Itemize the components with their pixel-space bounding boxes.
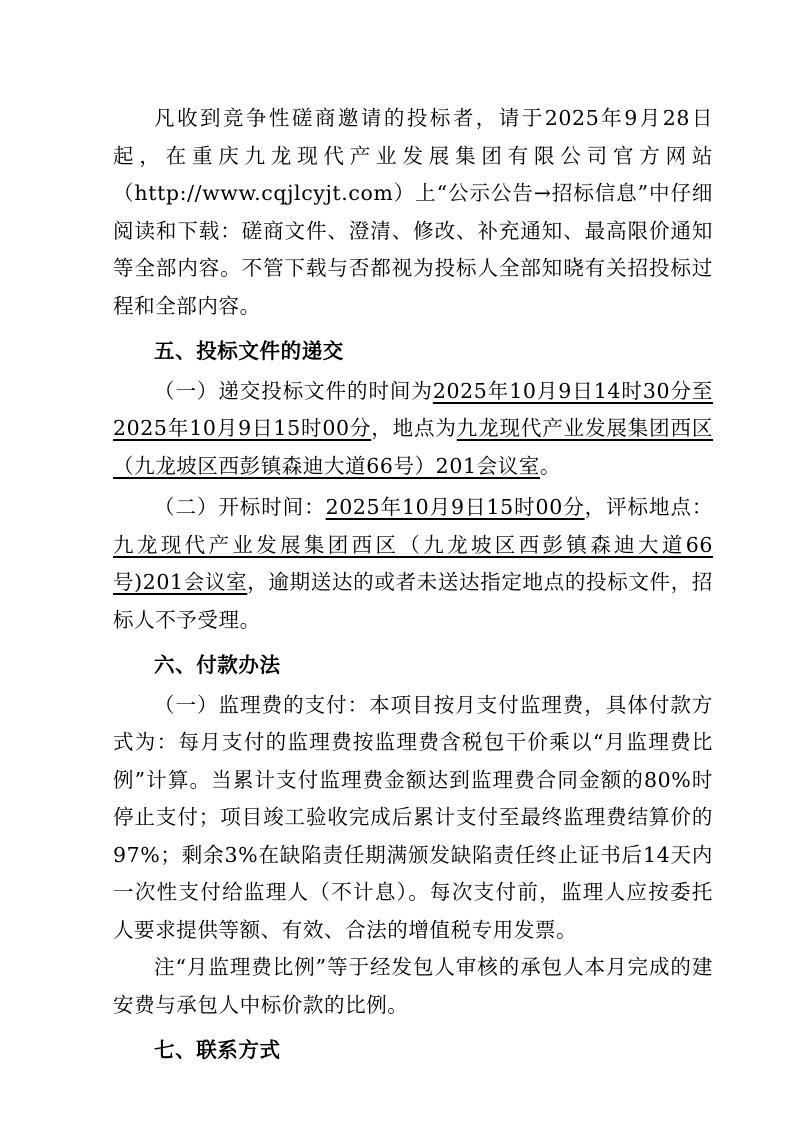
s5p1-mid: ，地点为: [371, 416, 457, 440]
submission-place: 九龙现代产业发展集团西区（九龙坡区西彭镇森迪大道66号）201会议室: [113, 416, 713, 478]
section-6-paragraph-2: 注“月监理费比例”等于经发包人审核的承包人本月完成的建安费与承包人中标价款的比例。: [113, 955, 713, 1017]
submission-time: 2025年10月9日14时30分至2025年10月9日15时00分: [113, 378, 713, 440]
intro-paragraph: 凡收到竞争性磋商邀请的投标者，请于2025年9月28日起，在重庆九龙现代产业发展集团有限公司官方网站（http://www.cqjlcyjt.com）上“公示公告→招标信息”中仔细阅读和下载：磋商文件、澄清、修改、补充通知、最高限价通知等全部内容。不管下载与否都视为投标人全部知晓有关招投标过程和全部内容。: [113, 106, 713, 318]
section-6-heading: 六、付款办法: [154, 653, 281, 677]
section-5-heading: 五、投标文件的递交: [154, 339, 344, 363]
s5p2-prefix: （二）开标时间：: [154, 495, 326, 519]
document-page: [113, 100, 713, 1072]
section-7-heading: 七、联系方式: [154, 1038, 281, 1062]
s5p1-end: 。: [539, 453, 562, 478]
s5p2-mid: ，评标地点：: [584, 495, 713, 519]
s5p2-end: ，逾期送达的或者未送达指定地点的投标文件，招标人不予受理。: [113, 570, 713, 632]
section-5-paragraph-2: [113, 489, 713, 639]
section-5-paragraph-1: [113, 373, 713, 486]
opening-time: 2025年10月9日15时00分: [325, 495, 585, 519]
evaluation-place: 九龙现代产业发展集团西区（九龙坡区西彭镇森迪大道66号)201会议室: [113, 532, 713, 594]
section-6-paragraph-1: （一）监理费的支付：本项目按月支付监理费，具体付款方式为：每月支付的监理费按监理费含税包干价乘以“月监理费比例”计算。当累计支付监理费金额达到监理费合同金额的80%时停止支付；项目竣工验收完成后累计支付至最终监理费结算价的97%；剩余3%在缺陷责任期满颁发缺陷责任终止证书后14天内一次性支付给监理人（不计息）。每次支付前，监理人应按委托人要求提供等额、有效、合法的增值税专用发票。: [113, 692, 713, 942]
s5p1-prefix: （一）递交投标文件的时间为: [154, 378, 433, 403]
